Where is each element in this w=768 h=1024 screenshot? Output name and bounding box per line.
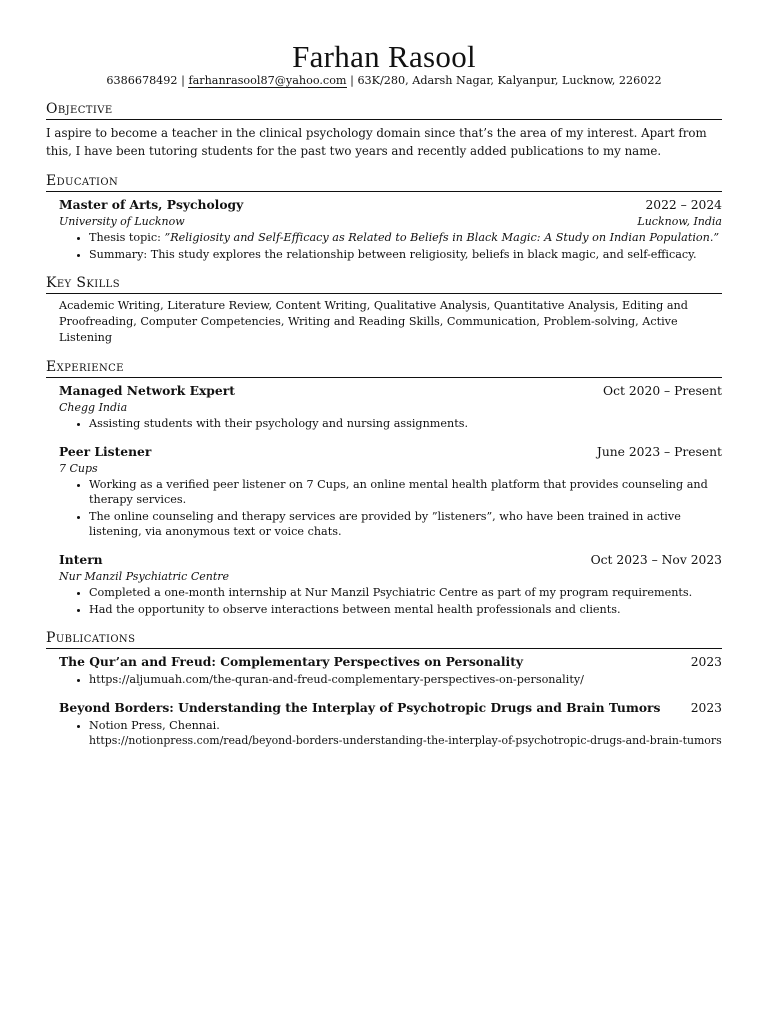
list-item: • Assisting students with their psychology and nursing assignments. — [89, 416, 722, 431]
section-title-objective: Objective — [46, 101, 722, 120]
publication-title: The Qur’an and Freud: Complementary Perspectives on Personality — [59, 654, 524, 669]
job-bullets — [59, 477, 722, 539]
publication-entry — [46, 653, 722, 687]
job-dates: June 2023 – Present — [596, 445, 722, 459]
list-item: • Working as a verified peer listener on 7 Cups, an online mental health platform that provides counseling and therapy services. — [89, 477, 722, 507]
list-item — [89, 230, 722, 245]
candidate-name: Farhan Rasool — [292, 39, 476, 74]
job-title: Peer Listener — [59, 444, 152, 459]
section-title-education: Education — [46, 173, 722, 192]
thesis-topic: ”Religiosity and Self-Efficacy as Related to Beliefs in Black Magic: A Study on Indian Population.” — [164, 231, 720, 244]
separator: | — [346, 74, 358, 87]
publication-year: 2023 — [690, 701, 722, 715]
objective-text: I aspire to become a teacher in the clinical psychology domain since that’s the area of my interest. Apart from this, I have been tutoring students for the past two years and recently added publications to my name. — [46, 126, 707, 158]
publication-bullets — [59, 718, 722, 748]
publication-year: 2023 — [690, 655, 722, 669]
school-location: Lucknow, India — [637, 215, 722, 228]
school: University of Lucknow — [59, 215, 185, 228]
list-item: • Completed a one-month internship at Nur Manzil Psychiatric Centre as part of my program requirements. — [89, 585, 722, 600]
publication-title: Beyond Borders: Understanding the Interplay of Psychotropic Drugs and Brain Tumors — [59, 700, 661, 715]
job-title: Managed Network Expert — [59, 383, 235, 398]
job-title: Intern — [59, 552, 103, 567]
publication-bullets — [59, 672, 722, 687]
education-entry — [46, 196, 722, 262]
job-bullets — [59, 416, 722, 431]
job-bullets — [59, 585, 722, 617]
phone-number: 6386678492 — [106, 74, 178, 87]
organization: Nur Manzil Psychiatric Centre — [59, 570, 230, 583]
publisher: • Notion Press, Chennai. — [89, 719, 220, 732]
job-dates: Oct 2020 – Present — [603, 384, 722, 398]
list-item: • Had the opportunity to observe interactions between mental health professionals and clients. — [89, 602, 722, 617]
section-title-experience: Experience — [46, 359, 722, 378]
experience-entry — [46, 551, 722, 617]
education-dates: 2022 – 2024 — [645, 198, 722, 212]
separator: | — [177, 74, 189, 87]
contact-line — [46, 74, 722, 88]
organization: 7 Cups — [59, 462, 98, 475]
skills-text: Academic Writing, Literature Review, Content Writing, Qualitative Analysis, Quantitative Analysis, Editing and Proofreading, Computer Competencies, Writing and Reading Skills, Communication, Problem-solving, Active Listening — [59, 299, 688, 344]
degree: Master of Arts, Psychology — [59, 197, 244, 212]
education-bullets — [59, 230, 722, 262]
publication-link[interactable]: • https://aljumuah.com/the-quran-and-freud-complementary-perspectives-on-personality/ — [89, 672, 722, 687]
thesis-label: Thesis topic: — [89, 231, 165, 244]
address: 63K/280, Adarsh Nagar, Kalyanpur, Lucknow, 226022 — [357, 74, 662, 87]
section-title-publications: Publications — [46, 630, 722, 649]
resume-page — [46, 40, 722, 750]
experience-entry — [46, 443, 722, 539]
organization: Chegg India — [59, 401, 128, 414]
section-title-skills: Key Skills — [46, 275, 722, 294]
list-item: • Summary: This study explores the relationship between religiosity, beliefs in black magic, and self-efficacy. — [89, 247, 722, 262]
email-link[interactable]: farhanrasool87@yahoo.com — [188, 74, 347, 87]
experience-entry — [46, 382, 722, 431]
list-item: • The online counseling and therapy services are provided by ”listeners”, who have been trained in active listening, via anonymous text or voice chats. — [89, 509, 722, 539]
publication-entry — [46, 699, 722, 748]
publication-link[interactable]: https://notionpress.com/read/beyond-borders-understanding-the-interplay-of-psychotropic-drugs-and-brain-tumors — [89, 734, 722, 747]
list-item — [89, 718, 722, 748]
job-dates: Oct 2023 – Nov 2023 — [590, 553, 722, 567]
